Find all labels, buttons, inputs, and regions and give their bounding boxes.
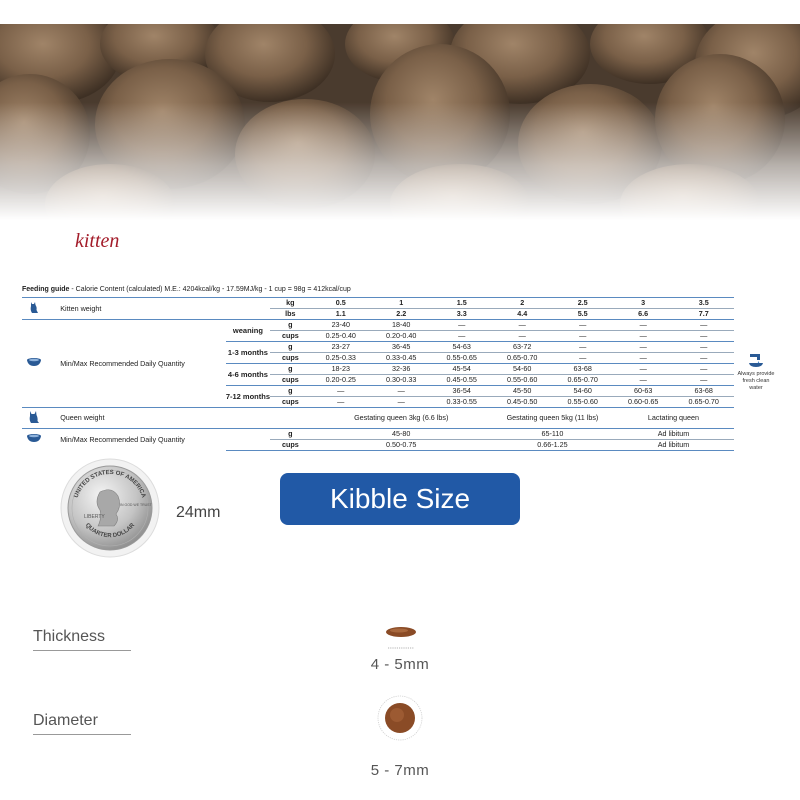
unit-g: g — [270, 320, 310, 331]
unit-cups: cups — [270, 353, 310, 364]
quantity-cell: 23-40 — [311, 320, 371, 331]
quantity-cell: — — [673, 331, 734, 342]
quantity-cell: — — [673, 320, 734, 331]
queen-header: Gestating queen 5kg (11 lbs) — [492, 408, 613, 429]
water-note-line: fresh clean — [742, 378, 770, 384]
quantity-cell: — — [673, 342, 734, 353]
quantity-cell: — — [431, 320, 491, 331]
weight-kg-cell: 3.5 — [673, 298, 734, 309]
unit-kg: kg — [270, 298, 310, 309]
weight-lbs-cell: 4.4 — [492, 309, 552, 320]
weight-lbs-cell: 7.7 — [673, 309, 734, 320]
quantity-cell: 0.55-0.60 — [552, 397, 612, 408]
weight-kg-cell: 1 — [371, 298, 431, 309]
kitten-weight-kg-row — [22, 298, 734, 309]
quantity-cell: 63-68 — [552, 364, 612, 375]
diameter-label: Diameter — [33, 712, 131, 735]
calorie-note: - Calorie Content (calculated) M.E.: 4204kcal/kg - 17.59MJ/kg - 1 cup = 98g = 412kcal/cup — [69, 286, 351, 293]
coin-bottom-text: QUARTER DOLLAR — [83, 522, 137, 540]
quarter-coin-image — [60, 458, 160, 558]
quantity-cell: 0.33-0.55 — [431, 397, 491, 408]
quantity-cell: — — [613, 375, 673, 386]
weight-kg-cell: 0.5 — [311, 298, 371, 309]
quantity-cell: — — [492, 320, 552, 331]
quantity-cell: 54-60 — [492, 364, 552, 375]
bowl-icon-cell — [22, 320, 46, 408]
feeding-guide-table — [22, 297, 734, 451]
weight-lbs-cell: 3.3 — [431, 309, 491, 320]
queen-quantity-cell: 65-110 — [492, 429, 613, 440]
weight-lbs-cell: 1.1 — [311, 309, 371, 320]
product-title: kitten — [75, 230, 120, 252]
quantity-cell: — — [673, 364, 734, 375]
unit-g: g — [270, 386, 310, 397]
queen-quantity-cell: Ad libitum — [613, 440, 734, 451]
queen-icon-cell — [22, 408, 46, 429]
quantity-cell: 45-50 — [492, 386, 552, 397]
kitten-weight-label: Kitten weight — [46, 298, 225, 320]
quantity-cell: 60-63 — [613, 386, 673, 397]
thickness-label: Thickness — [33, 628, 131, 651]
weight-kg-cell: 2 — [492, 298, 552, 309]
coin-top-text: UNITED STATES OF AMERICA — [73, 469, 147, 499]
quantity-cell: 18-23 — [311, 364, 371, 375]
quantity-cell: 63-72 — [492, 342, 552, 353]
quantity-cell: 0.45-0.50 — [492, 397, 552, 408]
weight-kg-cell: 1.5 — [431, 298, 491, 309]
weight-kg-cell: 2.5 — [552, 298, 612, 309]
quantity-cell: — — [371, 397, 431, 408]
unit-cups: cups — [270, 440, 310, 451]
queen-weight-row — [22, 408, 734, 429]
queen-bowl-icon-cell — [22, 429, 46, 451]
quantity-cell: 0.20-0.40 — [371, 331, 431, 342]
thickness-value: 4 - 5mm — [370, 656, 430, 673]
quantity-cell: 23-27 — [311, 342, 371, 353]
top-margin — [0, 0, 800, 24]
kitten-icon-cell — [22, 298, 46, 320]
quantity-cell: — — [552, 331, 612, 342]
weight-kg-cell: 3 — [613, 298, 673, 309]
age-label: 1-3 months — [226, 342, 271, 364]
quantity-cell: 0.20-0.25 — [311, 375, 371, 386]
quantity-cell: 54-60 — [552, 386, 612, 397]
quantity-cell: — — [552, 320, 612, 331]
quantity-cell: 36-54 — [431, 386, 491, 397]
food-bowl-icon — [26, 433, 42, 443]
quantity-cell: — — [552, 342, 612, 353]
kitten-icon — [28, 300, 40, 314]
quantity-cell: — — [613, 353, 673, 364]
water-tap-icon — [748, 352, 764, 368]
quantity-cell: 0.33-0.45 — [371, 353, 431, 364]
quantity-cell: 0.25-0.33 — [311, 353, 371, 364]
water-note-line: water — [749, 385, 763, 391]
quantity-cell: — — [613, 342, 673, 353]
weaning-g-row — [22, 320, 734, 331]
feeding-guide-title: Feeding guide — [22, 286, 70, 293]
quantity-cell: 0.45-0.55 — [431, 375, 491, 386]
queen-quantity-cell: Ad libitum — [613, 429, 734, 440]
quantity-cell: 18-40 — [371, 320, 431, 331]
unit-cups: cups — [270, 375, 310, 386]
quantity-cell: 0.65-0.70 — [673, 397, 734, 408]
queen-header: Gestating queen 3kg (6.6 lbs) — [311, 408, 492, 429]
unit-g: g — [270, 364, 310, 375]
kibble-diameter-image — [376, 694, 424, 742]
quantity-cell: 45-54 — [431, 364, 491, 375]
food-bowl-icon — [26, 357, 42, 367]
unit-lbs: lbs — [270, 309, 310, 320]
quantity-cell: 0.65-0.70 — [552, 375, 612, 386]
age-label: 7-12 months — [226, 386, 271, 408]
kibble-hero-image — [0, 24, 800, 220]
quantity-cell: 0.65-0.70 — [492, 353, 552, 364]
quantity-cell: 0.60-0.65 — [613, 397, 673, 408]
queen-header: Lactating queen — [613, 408, 734, 429]
queen-g-row — [22, 429, 734, 440]
unit-cups: cups — [270, 331, 310, 342]
queen-quantity-label: Min/Max Recommended Daily Quantity — [46, 429, 225, 451]
coin-motto-text: IN GOD WE TRUST — [120, 503, 152, 507]
unit-g: g — [270, 429, 310, 440]
quantity-cell: — — [673, 353, 734, 364]
kibble-thickness-image — [384, 624, 418, 654]
quantity-cell: 0.25-0.40 — [311, 331, 371, 342]
quantity-cell: 54-63 — [431, 342, 491, 353]
quantity-cell: — — [613, 320, 673, 331]
feeding-guide-heading — [22, 286, 782, 293]
quantity-cell: — — [552, 353, 612, 364]
unit-cups: cups — [270, 397, 310, 408]
quantity-cell: 63-68 — [673, 386, 734, 397]
queen-weight-label: Queen weight — [46, 408, 225, 429]
hero-fade-overlay — [0, 24, 800, 220]
quantity-cell: — — [371, 386, 431, 397]
queen-quantity-cell: 0.50-0.75 — [311, 440, 492, 451]
coin-size-label: 24mm — [176, 504, 221, 521]
queen-quantity-cell: 0.66-1.25 — [492, 440, 613, 451]
age-label: weaning — [226, 320, 271, 342]
quantity-cell: — — [431, 331, 491, 342]
quantity-cell: 36-45 — [371, 342, 431, 353]
quantity-label: Min/Max Recommended Daily Quantity — [46, 320, 225, 408]
weight-lbs-cell: 5.5 — [552, 309, 612, 320]
diameter-value: 5 - 7mm — [370, 762, 430, 779]
quantity-cell: 0.30-0.33 — [371, 375, 431, 386]
quantity-cell: — — [613, 331, 673, 342]
water-note — [736, 352, 776, 392]
unit-g: g — [270, 342, 310, 353]
water-note-line: Always provide — [737, 371, 775, 377]
age-label: 4-6 months — [226, 364, 271, 386]
weight-lbs-cell: 6.6 — [613, 309, 673, 320]
cat-icon — [28, 410, 40, 424]
quantity-cell: 0.55-0.65 — [431, 353, 491, 364]
kibble-size-banner: Kibble Size — [280, 473, 520, 525]
queen-quantity-cell: 45-80 — [311, 429, 492, 440]
weight-lbs-cell: 2.2 — [371, 309, 431, 320]
quantity-cell: 0.55-0.60 — [492, 375, 552, 386]
quantity-cell: — — [311, 397, 371, 408]
quantity-cell: 32-36 — [371, 364, 431, 375]
quantity-cell: — — [492, 331, 552, 342]
quantity-cell: — — [311, 386, 371, 397]
quantity-cell: — — [673, 375, 734, 386]
quantity-cell: — — [613, 364, 673, 375]
coin-liberty-text: LIBERTY — [84, 514, 105, 520]
